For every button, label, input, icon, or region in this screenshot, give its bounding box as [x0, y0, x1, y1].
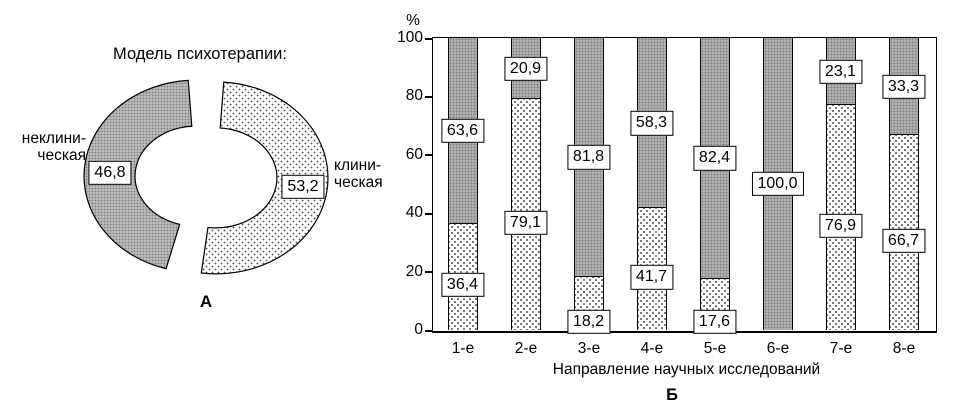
y-tick-mark-100 [425, 38, 432, 40]
y-tick-mark-0 [425, 330, 432, 332]
bar-plot-area [433, 38, 936, 331]
value-box-clinical: 53,2 [281, 175, 324, 199]
y-tick-mark-40 [425, 213, 432, 215]
x-category-label-7-е: 7-е [829, 340, 853, 357]
value-box-nonclinical: 46,8 [88, 161, 131, 185]
value-box-1-е-неклиническая: 63,6 [441, 119, 484, 143]
y-tick-label-80: 80 [405, 87, 423, 105]
value-box-5-е-клиническая: 17,6 [693, 310, 736, 334]
value-box-1-е-клиническая: 36,4 [441, 273, 484, 297]
value-box-6-е-неклиническая: 100,0 [751, 172, 803, 196]
y-tick-mark-60 [425, 154, 432, 156]
slice-label-clinical-line2: ческая [334, 173, 383, 191]
y-tick-label-0: 0 [414, 321, 423, 338]
value-box-2-е-неклиническая: 20,9 [504, 56, 547, 80]
value-box-7-е-неклиническая: 23,1 [819, 60, 862, 84]
bar-2-е [511, 38, 541, 330]
x-category-label-8-е: 8-е [892, 340, 916, 357]
y-tick-label-100: 100 [397, 29, 423, 46]
value-box-3-е-неклиническая: 81,8 [567, 145, 610, 169]
pie-title: Модель психотерапии: [113, 45, 287, 63]
value-box-4-е-клиническая: 41,7 [630, 265, 673, 289]
value-box-8-е-клиническая: 66,7 [882, 228, 925, 252]
caption-panel-b: Б [666, 386, 678, 404]
x-category-label-6-е: 6-е [766, 340, 790, 357]
x-category-label-3-е: 3-е [577, 340, 601, 357]
x-category-label-5-е: 5-е [703, 340, 727, 357]
value-box-2-е-клиническая: 79,1 [504, 210, 547, 234]
value-box-5-е-неклиническая: 82,4 [693, 146, 736, 170]
y-tick-label-60: 60 [405, 145, 423, 163]
slice-label-nonclinical [2, 131, 86, 164]
y-tick-mark-80 [425, 96, 432, 98]
x-category-label-4-е: 4-е [640, 340, 664, 357]
slice-label-nonclinical-line2: ческая [37, 146, 86, 164]
slice-label-clinical-line1: клини- [334, 157, 382, 174]
y-axis-unit-label: % [406, 12, 420, 29]
value-box-3-е-клиническая: 18,2 [567, 310, 610, 334]
bar-3-е [574, 38, 604, 330]
x-category-label-1-е: 1-е [451, 340, 475, 357]
bar-plot-frame [432, 37, 937, 333]
slice-label-nonclinical-line1: неклини- [21, 130, 86, 147]
bar-5-е [700, 38, 730, 330]
y-tick-label-40: 40 [405, 204, 423, 222]
x-axis-title: Направление научных исследований [552, 361, 821, 378]
value-box-4-е-неклиническая: 58,3 [630, 111, 673, 135]
x-category-label-2-е: 2-е [514, 340, 538, 357]
value-box-7-е-клиническая: 76,9 [819, 214, 862, 238]
y-tick-label-20: 20 [405, 262, 423, 280]
caption-panel-a: А [199, 292, 213, 311]
y-tick-mark-20 [425, 271, 432, 273]
value-box-8-е-неклиническая: 33,3 [882, 74, 925, 98]
